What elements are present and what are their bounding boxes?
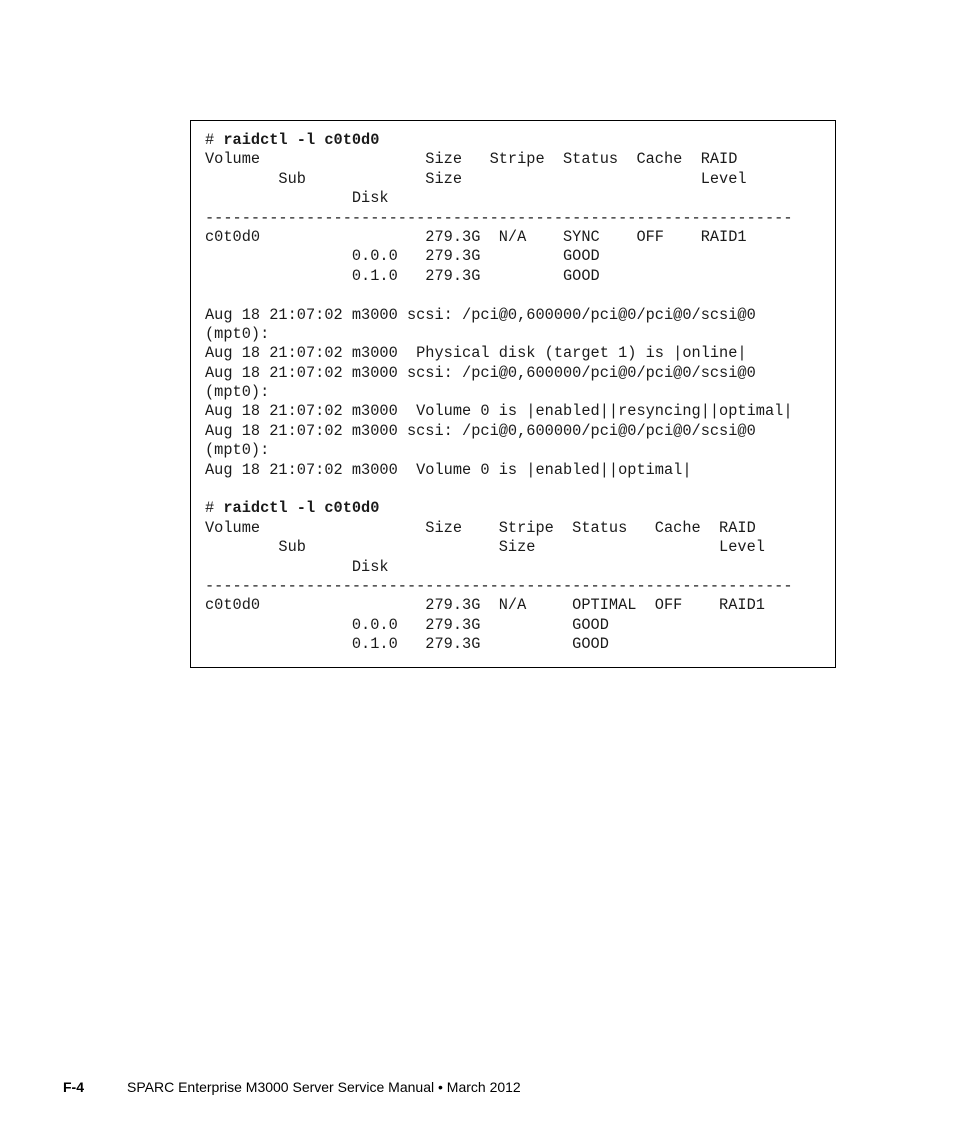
code-line-19 [205, 480, 835, 499]
code-line-3: Sub Size Level [205, 169, 747, 188]
code-line-18: Aug 18 21:07:02 m3000 Volume 0 is |enabled||optimal| [205, 460, 692, 479]
shell-prompt: # [205, 131, 224, 149]
code-line-16: Aug 18 21:07:02 m3000 scsi: /pci@0,600000/pci@0/pci@0/scsi@0 [205, 421, 756, 440]
raidctl-command: raidctl -l c0t0d0 [223, 131, 380, 149]
code-line-1 [205, 131, 835, 150]
code-line-13: Aug 18 21:07:02 m3000 scsi: /pci@0,600000/pci@0/pci@0/scsi@0 [205, 363, 756, 382]
page-footer [63, 1078, 521, 1096]
code-line-21: Volume Size Stripe Status Cache RAID [205, 518, 756, 537]
code-line-14: (mpt0): [205, 383, 270, 402]
code-line-5: ---------------------------------------------------------------- [205, 208, 793, 227]
raidctl-command: raidctl -l c0t0d0 [223, 499, 380, 518]
code-line-7: 0.0.0 279.3G GOOD [205, 247, 600, 266]
code-line-4: Disk [205, 189, 389, 208]
code-line-24: ---------------------------------------------------------------- [205, 576, 793, 595]
page-number: F-4 [63, 1079, 84, 1095]
code-line-25: c0t0d0 279.3G N/A OPTIMAL OFF RAID1 [205, 596, 765, 615]
code-line-22: Sub Size Level [205, 538, 765, 557]
footer-separator: • [437, 1079, 443, 1095]
code-line-12: Aug 18 21:07:02 m3000 Physical disk (target 1) is |online| [205, 344, 747, 363]
code-line-2: Volume Size Stripe Status Cache RAID [205, 150, 738, 169]
code-line-20 [205, 499, 835, 518]
code-line-26: 0.0.0 279.3G GOOD [205, 615, 609, 634]
code-example-box [190, 120, 836, 668]
code-line-6: c0t0d0 279.3G N/A SYNC OFF RAID1 [205, 227, 747, 246]
publication-date: March 2012 [446, 1079, 521, 1095]
code-line-17: (mpt0): [205, 441, 270, 460]
code-line-8: 0.1.0 279.3G GOOD [205, 266, 600, 285]
code-line-15: Aug 18 21:07:02 m3000 Volume 0 is |enabled||resyncing||optimal| [205, 402, 793, 421]
code-line-9 [205, 286, 835, 305]
code-line-23: Disk [205, 557, 389, 576]
manual-title: SPARC Enterprise M3000 Server Service Manual [127, 1079, 435, 1095]
code-line-10: Aug 18 21:07:02 m3000 scsi: /pci@0,600000/pci@0/pci@0/scsi@0 [205, 305, 756, 324]
code-line-11: (mpt0): [205, 324, 270, 343]
shell-prompt: # [205, 499, 224, 518]
code-line-27: 0.1.0 279.3G GOOD [205, 635, 609, 654]
